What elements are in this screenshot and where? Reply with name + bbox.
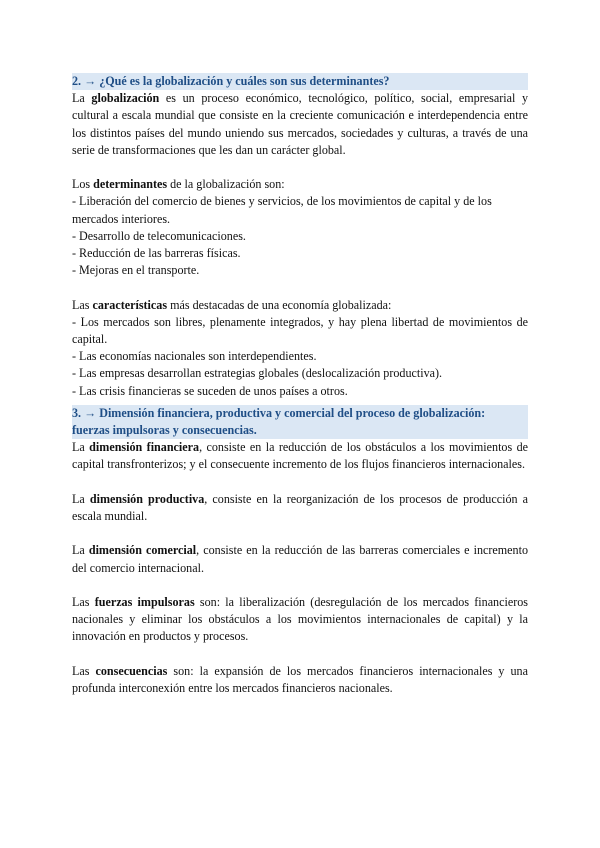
section-2-heading: 2. → ¿Qué es la globalización y cuáles son sus determinantes? (72, 73, 528, 90)
term-dimension-comercial: dimensión comercial (88, 543, 197, 558)
term-consecuencias: consecuencias (95, 663, 168, 678)
term-dimension-productiva: dimensión productiva (89, 491, 205, 506)
productive-dimension: La dimensión productiva, consiste en la reorganización de los procesos de producción a escala mundial. (72, 491, 529, 524)
financial-dimension: La dimensión financiera, consiste en la reducción de los obstáculos a los movimientos de capital transfronterizos; y el consecuente incremento de los flujos financieros internacionales. (72, 440, 529, 472)
list-item: - Mejoras en el transporte. (72, 263, 200, 278)
list-item: - Los mercados son libres, plenamente integrados, y hay plena libertad de movimientos de capital. (72, 314, 528, 347)
term-dimension-financiera: dimensión financiera (89, 440, 200, 455)
term-fuerzas-impulsoras: fuerzas impulsoras (94, 595, 195, 610)
commercial-dimension: La dimensión comercial, consiste en la reducción de las barreras comerciales e incremento del comercio internacional. (72, 543, 529, 575)
list-item: - Las empresas desarrollan estrategias globales (deslocalización productiva). (72, 366, 443, 381)
determinants-intro: Los determinantes de la globalización son: (72, 177, 285, 192)
list-item: - Las economías nacionales son interdependientes. (72, 349, 317, 364)
section-3-heading: 3. → Dimensión financiera, productiva y comercial del proceso de globalización: fuerzas impulsoras y consecuencias. (72, 405, 528, 439)
term-globalizacion: globalización (91, 91, 160, 106)
list-item: - Las crisis financieras se suceden de unos países a otros. (72, 383, 348, 398)
globalization-definition: La globalización es un proceso económico, tecnológico, político, social, empresarial y cultural a escala mundial que consiste en la creciente comunicación e interdependencia entre los distintos países del mundo uniendo sus mercados, sociedades y culturas, a través de una serie de transformaciones que les dan un carácter global. (72, 91, 529, 157)
list-item: - Desarrollo de telecomunicaciones. (72, 228, 246, 243)
consequences: Las consecuencias son: la expansión de los mercados financieros internacionales y una profunda interconexión entre los mercados financieros nacionales. (72, 663, 528, 696)
list-item: - Reducción de las barreras físicas. (72, 246, 241, 261)
list-item: - Liberación del comercio de bienes y servicios, de los movimientos de capital y de los mercados interiores. (72, 194, 492, 226)
driving-forces: Las fuerzas impulsoras son: la liberalización (desregulación de los mercados financieros nacionales y eliminar los obstáculos a los movimientos internacionales de capital) y la innovación en productos y procesos. (72, 595, 528, 644)
term-caracteristicas: características (92, 297, 168, 312)
document-content (72, 73, 528, 697)
characteristics-intro: Las características más destacadas de una economía globalizada: (72, 297, 392, 312)
term-determinantes: determinantes (93, 177, 168, 192)
